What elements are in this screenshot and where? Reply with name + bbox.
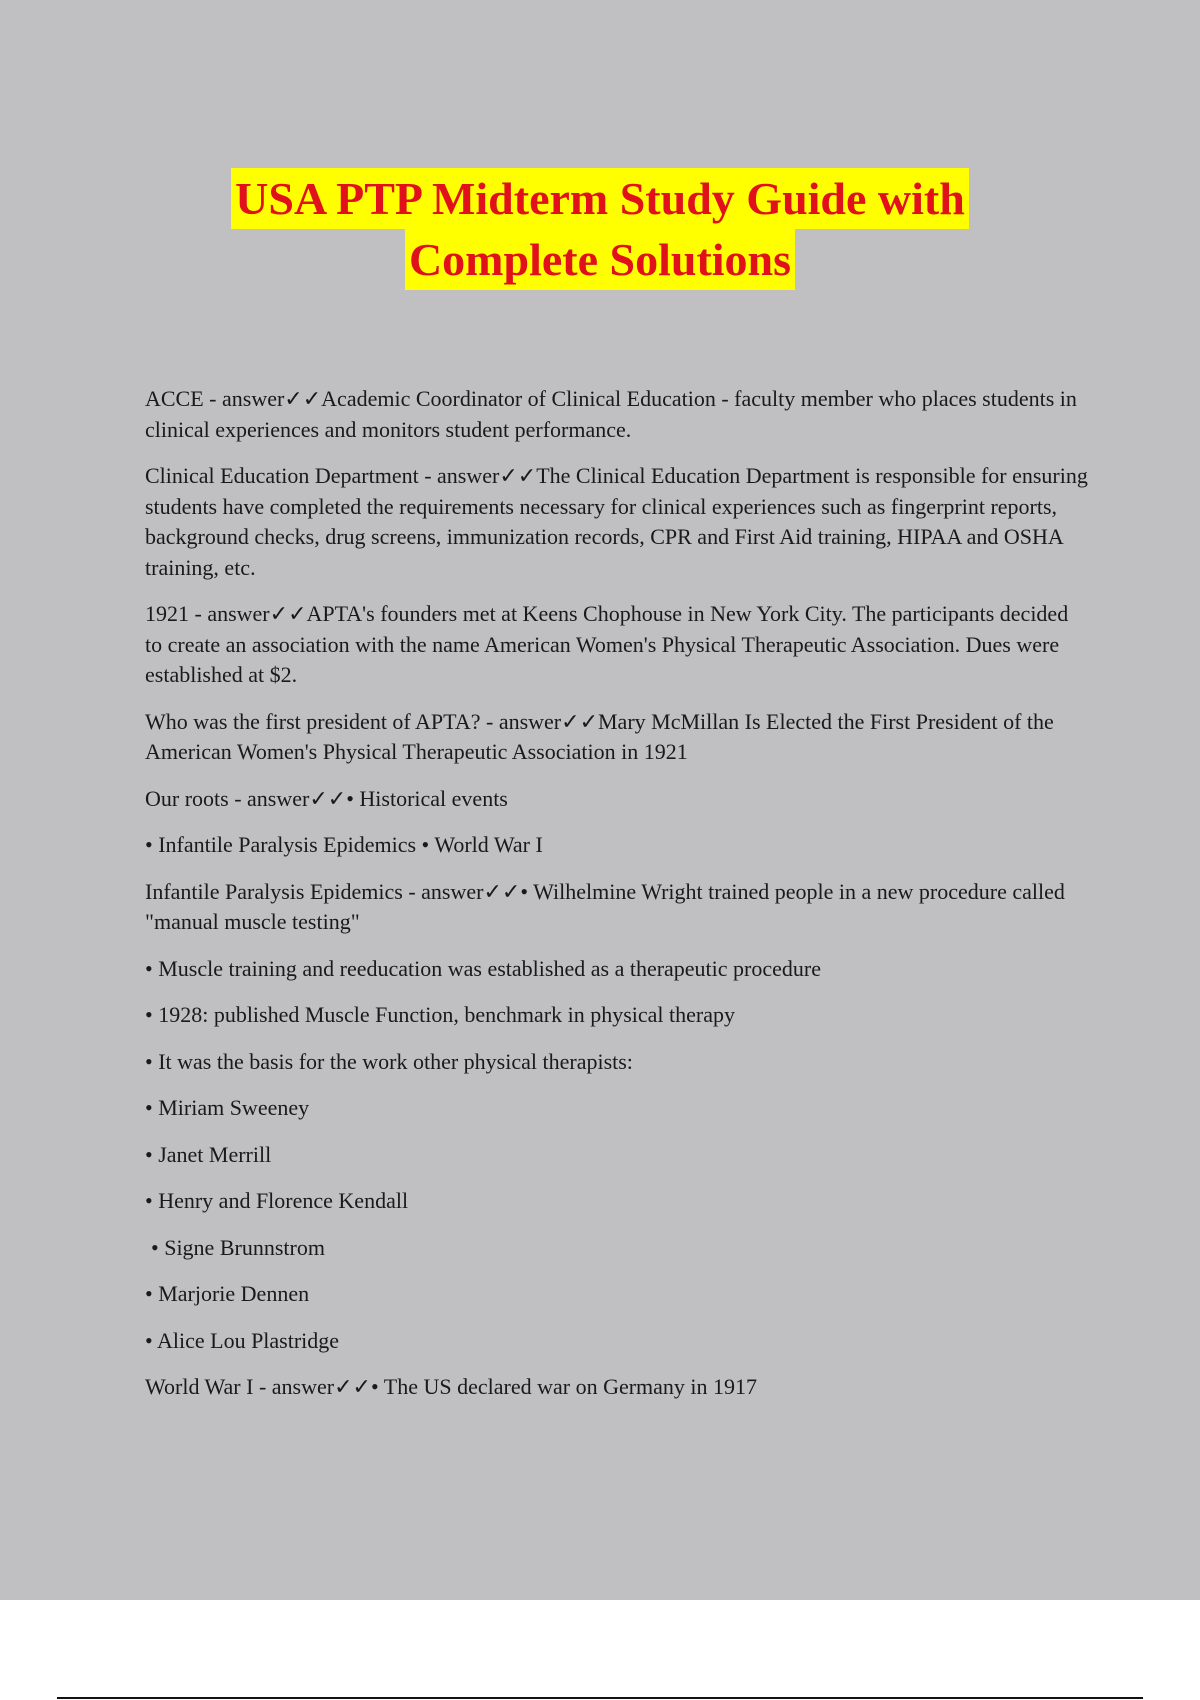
list-item: • Alice Lou Plastridge: [145, 1327, 340, 1353]
paragraph-our-roots: Our roots - answer✓✓• Historical events: [145, 785, 508, 811]
paragraph-first-president: Who was the first president of APTA? - answer✓✓Mary McMillan Is Elected the First President of the American Women's Physical Therapeutic Association in 1921: [145, 708, 1054, 764]
list-item: • Muscle training and reeducation was established as a therapeutic procedure: [145, 955, 821, 981]
list-item: • Signe Brunnstrom: [151, 1234, 325, 1260]
paragraph-acce: ACCE - answer✓✓Academic Coordinator of Clinical Education - faculty member who places students in clinical experiences and monitors student performance.: [145, 386, 1077, 442]
title-line-2: Complete Solutions: [405, 229, 795, 290]
paragraph-infantile-paralysis: Infantile Paralysis Epidemics - answer✓✓• Wilhelmine Wright trained people in a new procedure called "manual muscle testing": [145, 878, 1065, 934]
paragraph-1921: 1921 - answer✓✓APTA's founders met at Keens Chophouse in New York City. The participants decided to create an association with the name American Women's Physical Therapeutic Association. Dues were established at $2.: [145, 601, 1069, 687]
list-item: • Henry and Florence Kendall: [145, 1188, 409, 1213]
list-item: • Miriam Sweeney: [145, 1095, 310, 1120]
list-item: • It was the basis for the work other physical therapists:: [145, 1048, 633, 1074]
list-item: • Infantile Paralysis Epidemics • World War I: [145, 832, 543, 857]
footer-divider: [57, 1697, 1143, 1699]
title-line-1: USA PTP Midterm Study Guide with: [231, 168, 969, 229]
paragraph-world-war-1: World War I - answer✓✓• The US declared war on Germany in 1917: [145, 1374, 758, 1399]
list-item: • Janet Merrill: [145, 1141, 272, 1167]
list-item: • Marjorie Dennen: [145, 1281, 310, 1306]
document-title: [0, 168, 1200, 290]
paragraph-clinical-education: Clinical Education Department - answer✓✓The Clinical Education Department is responsible for ensuring students have completed the requirements necessary for clinical experiences such as fingerprint reports, background checks, drug screens, immunization records, CPR and First Aid training, HIPAA and OSHA training, etc.: [145, 463, 1088, 580]
list-item: • 1928: published Muscle Function, benchmark in physical therapy: [145, 1002, 735, 1027]
study-guide-content: [145, 384, 1090, 1419]
